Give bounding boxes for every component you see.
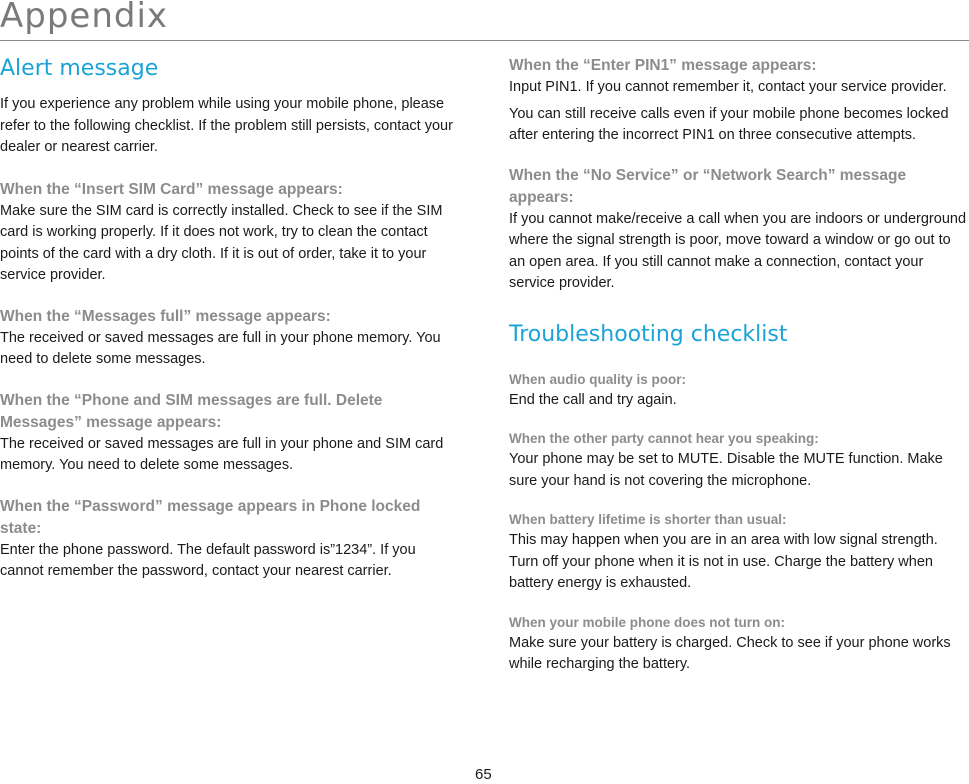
phone-sim-full-heading: When the “Phone and SIM messages are full. Delete Messages” message appears:: [0, 391, 383, 431]
phone-sim-full-text: The received or saved messages are full in your phone and SIM card memory. You need to delete some messages.: [0, 435, 444, 473]
title-divider: [0, 40, 969, 41]
insert-sim-heading: When the “Insert SIM Card” message appears:: [0, 180, 343, 198]
left-column: [0, 50, 462, 583]
right-column: [509, 50, 967, 676]
insert-sim-text: Make sure the SIM card is correctly installed. Check to see if the SIM card is working properly. If it does not work, try to clean the contact points of the card with a dry cloth. If it is out of order, take it to your service provider.: [0, 202, 443, 283]
not-turn-on-text: Make sure your battery is charged. Check to see if your phone works while recharging the battery.: [509, 634, 951, 672]
cannot-hear-heading: When the other party cannot hear you speaking:: [509, 431, 819, 446]
messages-full-heading: When the “Messages full” message appears:: [0, 307, 331, 325]
messages-full-text: The received or saved messages are full in your phone memory. You need to delete some messages.: [0, 329, 441, 367]
not-turn-on-heading: When your mobile phone does not turn on:: [509, 614, 785, 630]
password-text: Enter the phone password. The default password is”1234”. If you cannot remember the password, contact your nearest carrier.: [0, 541, 416, 579]
page-number: 65: [475, 766, 492, 783]
troubleshooting-heading: Troubleshooting checklist: [509, 321, 788, 347]
enter-pin1-text-2: You can still receive calls even if your mobile phone becomes locked after entering the incorrect PIN1 on three consecutive attempts.: [509, 105, 949, 143]
alert-message-heading: Alert message: [0, 56, 159, 81]
audio-quality-text: End the call and try again.: [509, 391, 677, 408]
page-title: Appendix: [0, 0, 169, 36]
no-service-text: If you cannot make/receive a call when you are indoors or underground where the signal strength is poor, move toward a window or go out to an open area. If you still cannot make a connection, contact your service provider.: [509, 210, 967, 291]
battery-lifetime-heading: When battery lifetime is shorter than usual:: [509, 512, 787, 527]
battery-lifetime-text: This may happen when you are in an area with low signal strength. Turn off your phone when it is not in use. Charge the battery when battery energy is exhausted.: [509, 532, 938, 591]
cannot-hear-text: Your phone may be set to MUTE. Disable the MUTE function. Make sure your hand is not covering the microphone.: [509, 451, 943, 489]
enter-pin1-heading: When the “Enter PIN1” message appears:: [509, 57, 817, 74]
audio-quality-heading: When audio quality is poor:: [509, 371, 686, 387]
no-service-heading: When the “No Service” or “Network Search” message appears:: [509, 166, 907, 206]
enter-pin1-text: Input PIN1. If you cannot remember it, contact your service provider.: [509, 79, 947, 95]
alert-intro-text: If you experience any problem while using your mobile phone, please refer to the following checklist. If the problem still persists, contact your dealer or nearest carrier.: [0, 96, 453, 155]
password-heading: When the “Password” message appears in Phone locked state:: [0, 497, 421, 537]
